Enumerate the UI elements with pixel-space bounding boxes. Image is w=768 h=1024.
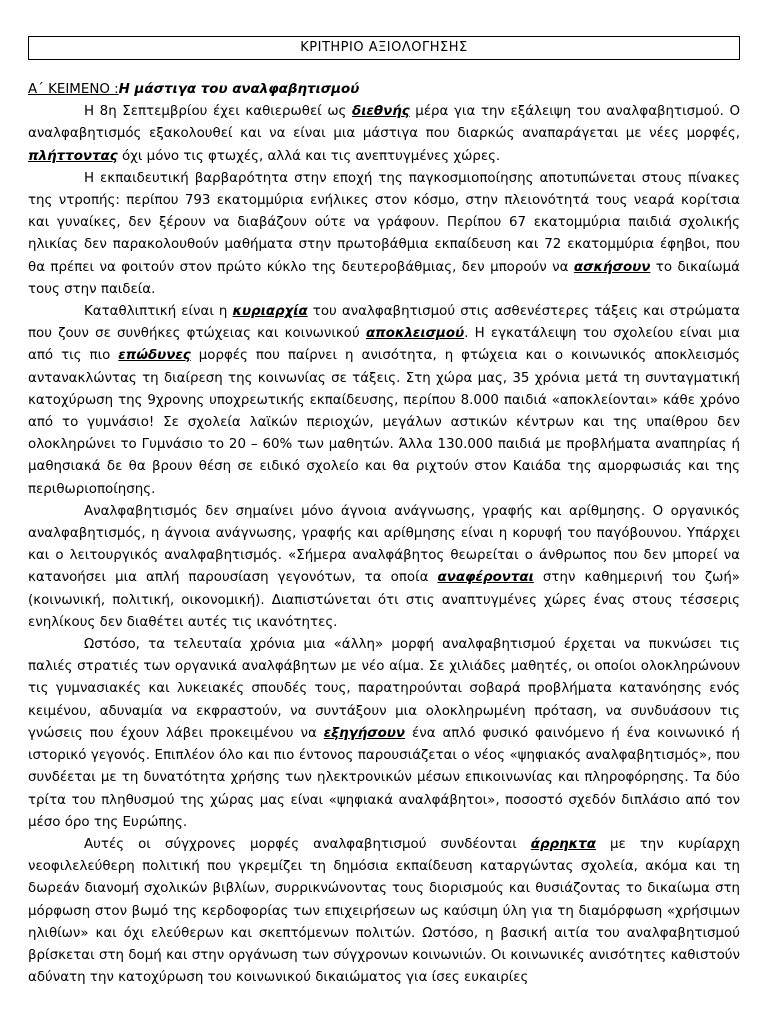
text-run: Αυτές οι σύγχρονες μορφές αναλφαβητισμού συνδέονται xyxy=(84,836,531,852)
body-paragraph xyxy=(28,168,740,301)
document-title: ΚΡΙΤΗΡΙΟ ΑΞΙΟΛΟΓΗΣΗΣ xyxy=(300,40,468,55)
keyword: πλήττοντας xyxy=(28,148,118,164)
text-run: Αναλφαβητισμός δεν σημαίνει μόνο άγνοια ανάγνωσης, γραφής και αρίθμησης. Ο οργανικός αναλφαβητισμός, η άγνοια ανάγνωσης, γραφής και αρίθμησης είναι η κορυφή του παγόβουνου. Υπάρχει και ο λειτουργικός αναλφαβητισμός. «Σήμερα αναλφάβητος θεωρείται ο άνθρωπος που δεν μπορεί να κατανοήσει μια απλή παρουσίαση γεγονότων, τα οποία xyxy=(28,503,740,586)
section-label: Α΄ ΚΕΙΜΕΝΟ : xyxy=(28,82,119,97)
text-run: μορφές που παίρνει η ανισότητα, η φτώχεια και ο κοινωνικός αποκλεισμός αντανακλώντας τη διαίρεση της κοινωνίας σε τάξεις. Στη χώρα μας, 35 χρόνια μετά τη συνταγματική κατοχύρωση της 9χρονης υποχρεωτικής εκπαίδευσης, περίπου 8.000 παιδιά «αποκλείονται» κάθε χρόνο από το γυμνάσιο! Σε σχολεία λαϊκών περιοχών, μεγάλων αστικών κέντρων και της υπαίθρου δεν ολοκληρώνει το Γυμνάσιο το 20 – 60% των μαθητών. Άλλα 130.000 παιδιά με προβλήματα αναπηρίας ή μαθησιακά δε θα βρουν θέση σε ειδικό σχολείο και θα ριχτούν στον Καιάδα της αμορφωσιάς και της περιθωριοποίησης. xyxy=(28,348,740,497)
text-run: Η εκπαιδευτική βαρβαρότητα στην εποχή της παγκοσμιοποίησης αποτυπώνεται στους πίνακες της ντροπής: περίπου 793 εκατομμύρια ενήλικες στον κόσμο, στην πλειονότητά τους νεαρά κορίτσια και γυναίκες, δεν ξέρουν να διαβάζουν ούτε να γράφουν. Περίπου 67 εκατομμύρια παιδιά σχολικής ηλικίας δεν παρακολουθούν μαθήματα στην πρωτοβάθμια εκπαίδευση και 72 εκατομμύρια έφηβοι, που θα πρέπει να φοιτούν στον πρώτο κύκλο της δευτεροβάθμιας, δεν μπορούν να xyxy=(28,170,740,275)
keyword: άρρηκτα xyxy=(530,836,596,852)
body-paragraph xyxy=(28,634,740,834)
text-run: Η 8η Σεπτεμβρίου έχει καθιερωθεί ως xyxy=(84,104,353,120)
text-run: του αναλφαβητισμού στις ασθενέστερες τάξεις και στρώματα που ζουν σε συνθήκες φτώχειας και κοινωνικού xyxy=(28,304,740,342)
keyword: διεθνής xyxy=(352,104,410,120)
keyword: εξηγήσουν xyxy=(323,725,406,741)
keyword: επώδυνες xyxy=(118,348,191,364)
text-run: ένα απλό φυσικό φαινόμενο ή ένα κοινωνικό ή ιστορικό γεγονός. Επιπλέον όλο και πιο έντονος παρουσιάζεται ο νέος «ψηφιακός αναλφαβητισμός», που συνδέεται με τη δυνατότητα χρήσης των ηλεκτρονικών μέσων επικοινωνίας και πληροφόρησης. Τα δύο τρίτα του πληθυσμού της χώρας μας είναι «ψηφιακά αναλφάβητοι», ποσοστό σχεδόν διπλάσιο από τον μέσο όρο της Ευρώπης. xyxy=(28,725,740,830)
text-run: στην καθημερινή του ζωή» (κοινωνική, πολιτική, οικονομική). Διαπιστώνεται ότι στις αναπτυγμένες χώρες ένας στους τέσσερις ενηλίκους δεν διαθέτει αυτές τις ικανότητες. xyxy=(28,570,741,630)
keyword: αποκλεισμού xyxy=(365,326,465,342)
keyword: ασκήσουν xyxy=(573,259,651,275)
document-title-box xyxy=(28,36,740,60)
section-heading xyxy=(28,79,740,101)
section-title: Η μάστιγα του αναλφαβητισμού xyxy=(118,82,360,97)
text-run: με την κυρίαρχη νεοφιλελεύθερη πολιτική που γκρεμίζει τη δημόσια εκπαίδευση καταργώντας σχολεία, ακόμα και τη δωρεάν διανομή σχολικών βιβλίων, συρρικνώνοντας τους διορισμούς και θυσιάζοντας το δικαίωμα στη μόρφωση στον βωμό της κερδοφορίας των επιχειρήσεων ως καύσιμη ύλη για τη διαμόρφωση «χρήσιμων ηλιθίων» και όχι ελεύθερων και σκεπτόμενων πολιτών. Ωστόσο, η βασική αιτία του αναλφαβητισμού βρίσκεται στη δομή και στην οργάνωση των σύγχρονων κοινωνιών. Οι κοινωνικές ανισότητες καθιστούν αδύνατη την κατοχύρωση του κοινωνικού δικαιώματος για ίσες ευκαιρίες xyxy=(28,836,740,986)
document-page xyxy=(28,36,740,989)
text-run: Καταθλιπτική είναι η xyxy=(84,304,233,320)
keyword: αναφέρονται xyxy=(437,570,534,586)
body-paragraph xyxy=(28,101,740,168)
body-text xyxy=(28,101,740,989)
text-run: μέρα για την εξάλειψη του αναλφαβητισμού. Ο αναλφαβητισμός εξακολουθεί και να είναι μια μάστιγα που διαρκώς αναπαράγεται με νέες μορφές, xyxy=(28,104,740,142)
body-paragraph xyxy=(28,834,740,989)
keyword: κυριαρχία xyxy=(232,304,308,320)
body-paragraph xyxy=(28,301,740,501)
text-run: το δικαίωμά τους στην παιδεία. xyxy=(28,259,740,297)
text-run: Ωστόσο, τα τελευταία χρόνια μια «άλλη» μορφή αναλφαβητισμού έρχεται να πυκνώσει τις παλιές στρατιές των οργανικά αναλφάβητων με νέο αίμα. Σε χιλιάδες μαθητές, οι οποίοι ολοκληρώνουν τις γυμνασιακές και λυκειακές σπουδές τους, παρατηρούνται σοβαρά προβλήματα κατανόησης ενός κειμένου, αδυναμία να εκφραστούν, να συντάξουν μια ολοκληρωμένη πρόταση, να συνδυάσουν τις γνώσεις που έχουν λάβει προκειμένου να xyxy=(28,637,740,741)
text-run: όχι μόνο τις φτωχές, αλλά και τις ανεπτυγμένες χώρες. xyxy=(117,148,501,164)
body-paragraph xyxy=(28,501,740,634)
text-run: . Η εγκατάλειψη του σχολείου είναι μια από τις πιο xyxy=(28,326,741,364)
